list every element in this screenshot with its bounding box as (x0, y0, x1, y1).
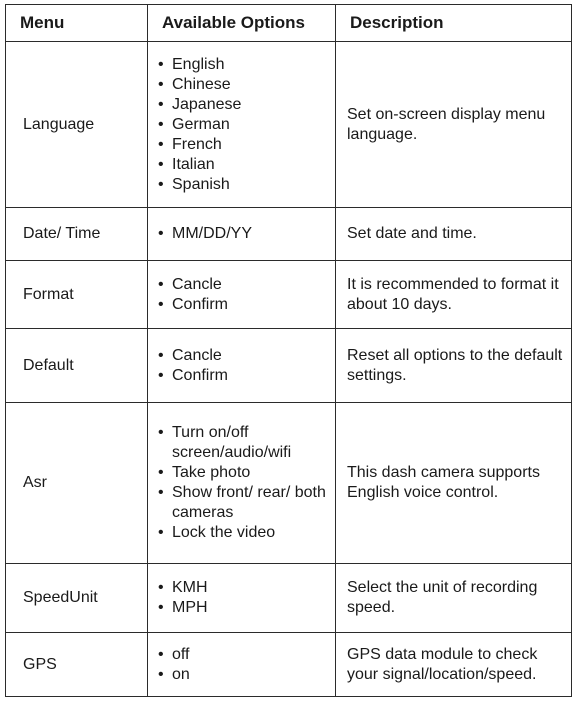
option-item (158, 95, 335, 115)
option-item (158, 665, 335, 685)
option-text: off (172, 645, 190, 663)
header-row (6, 5, 572, 42)
menu-name-cell: Format (6, 261, 148, 329)
bullet-icon: • (158, 665, 164, 683)
option-item (158, 75, 335, 95)
option-item (158, 55, 335, 75)
option-item (158, 275, 335, 295)
table-row (6, 42, 572, 208)
option-text: French (172, 135, 222, 153)
menu-name-cell: GPS (6, 633, 148, 697)
option-text: Turn on/off screen/audio/wifi (172, 424, 292, 461)
option-text: Take photo (172, 464, 251, 481)
options-cell (148, 329, 336, 403)
header-menu: Menu (6, 5, 148, 42)
option-item (158, 366, 335, 386)
settings-menu-document (5, 4, 572, 697)
option-text: German (172, 115, 230, 133)
option-item (158, 115, 335, 135)
option-text: MM/DD/YY (172, 225, 252, 242)
bullet-icon: • (158, 524, 164, 541)
options-list (158, 423, 335, 543)
description-cell (336, 633, 572, 697)
bullet-icon: • (158, 295, 164, 313)
options-list (158, 578, 335, 618)
option-item (158, 155, 335, 175)
bullet-icon: • (158, 55, 164, 73)
option-item (158, 578, 335, 598)
option-text: KMH (172, 579, 208, 596)
menu-name-cell: Date/ Time (6, 208, 148, 261)
option-text: Lock the video (172, 524, 276, 541)
option-text: Confirm (172, 366, 229, 384)
header-description: Description (336, 5, 572, 42)
bullet-icon: • (158, 579, 164, 596)
description-cell (336, 564, 572, 633)
bullet-icon: • (158, 346, 164, 364)
bullet-icon: • (158, 484, 164, 501)
option-text: Chinese (172, 75, 231, 93)
table-row (6, 403, 572, 564)
menu-options-table (5, 4, 572, 697)
options-cell (148, 633, 336, 697)
options-cell (148, 261, 336, 329)
option-text: on (172, 665, 190, 683)
bullet-icon: • (158, 135, 164, 153)
option-item (158, 224, 335, 244)
options-list (158, 645, 335, 685)
option-item (158, 463, 335, 483)
option-text: Cancle (172, 275, 222, 293)
options-list (158, 55, 335, 195)
option-item (158, 645, 335, 665)
options-cell (148, 208, 336, 261)
description-text: Set date and time. (347, 225, 477, 242)
bullet-icon: • (158, 175, 164, 193)
option-item (158, 295, 335, 315)
bullet-icon: • (158, 95, 164, 113)
description-text: It is recommended to format it about 10 days. (347, 275, 559, 313)
header-available-options: Available Options (148, 5, 336, 42)
option-item (158, 523, 335, 543)
option-item (158, 423, 335, 463)
option-item (158, 483, 335, 523)
option-item (158, 135, 335, 155)
table-row (6, 633, 572, 697)
description-text: Set on-screen display menu language. (347, 105, 546, 143)
option-item (158, 175, 335, 195)
description-text: Select the unit of recording speed. (347, 579, 538, 616)
bullet-icon: • (158, 424, 164, 441)
menu-name-cell: Asr (6, 403, 148, 564)
options-list (158, 346, 335, 386)
bullet-icon: • (158, 645, 164, 663)
bullet-icon: • (158, 75, 164, 93)
description-text: This dash camera supports English voice control. (347, 464, 540, 501)
options-cell (148, 564, 336, 633)
options-list (158, 224, 335, 244)
option-text: Spanish (172, 175, 230, 193)
menu-name-cell: SpeedUnit (6, 564, 148, 633)
description-cell (336, 261, 572, 329)
option-text: Italian (172, 155, 215, 173)
option-item (158, 598, 335, 618)
bullet-icon: • (158, 275, 164, 293)
options-cell (148, 42, 336, 208)
table-body (6, 42, 572, 697)
menu-name-cell: Language (6, 42, 148, 208)
bullet-icon: • (158, 464, 164, 481)
bullet-icon: • (158, 225, 164, 242)
option-item (158, 346, 335, 366)
bullet-icon: • (158, 599, 164, 616)
options-list (158, 275, 335, 315)
bullet-icon: • (158, 155, 164, 173)
table-row (6, 564, 572, 633)
option-text: English (172, 55, 225, 73)
description-text: Reset all options to the default settings. (347, 346, 563, 384)
table-row (6, 208, 572, 261)
description-cell (336, 208, 572, 261)
option-text: MPH (172, 599, 208, 616)
menu-name-cell: Default (6, 329, 148, 403)
option-text: Cancle (172, 346, 222, 364)
description-cell (336, 42, 572, 208)
description-cell (336, 403, 572, 564)
options-cell (148, 403, 336, 564)
description-cell (336, 329, 572, 403)
option-text: Confirm (172, 295, 229, 313)
bullet-icon: • (158, 115, 164, 133)
description-text: GPS data module to check your signal/location/speed. (347, 645, 538, 683)
option-text: Show front/ rear/ both cameras (172, 484, 326, 521)
bullet-icon: • (158, 366, 164, 384)
table-row (6, 261, 572, 329)
option-text: Japanese (172, 95, 242, 113)
table-row (6, 329, 572, 403)
